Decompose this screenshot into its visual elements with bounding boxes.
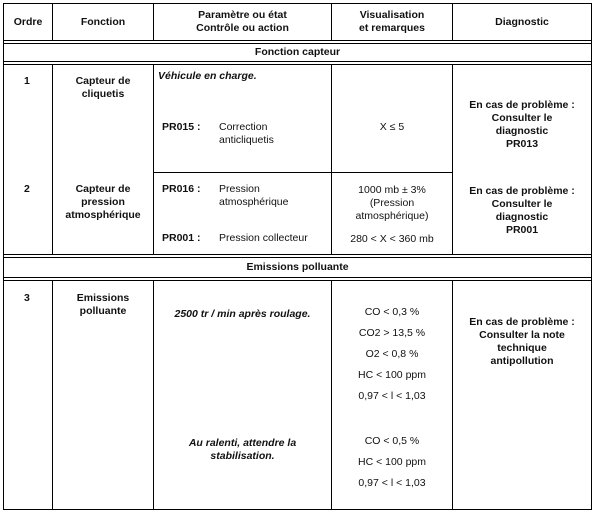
- row2-p2-label: Pression collecteur: [219, 232, 308, 244]
- section-emissions-divider-top: [3, 254, 592, 255]
- row2-fonction: [53, 183, 153, 225]
- row2-p1-line1: Pression: [219, 183, 260, 195]
- header-fonction: Fonction: [80, 15, 126, 28]
- row1-visualisation: X ≤ 5: [379, 120, 405, 133]
- row2-p1-code: PR016 :: [162, 183, 201, 195]
- row1-diag-line2: Consulter le: [491, 112, 553, 124]
- row3-condition-2-line1: Au ralenti, attendre la: [188, 437, 297, 449]
- row2-p2-code: PR001 :: [162, 232, 201, 244]
- header-diagnostic: Diagnostic: [495, 15, 549, 28]
- row2-v1-line2: (Pression: [369, 196, 415, 209]
- row3-diag-line1: En cas de problème :: [469, 316, 575, 328]
- row3-visu-b3: 0,97 < l < 1,03: [358, 477, 426, 489]
- row1-param-line1: Correction: [219, 121, 268, 133]
- row3-visu-a: [332, 302, 452, 412]
- row2-v2: 280 < X < 360 mb: [350, 232, 434, 245]
- header-visualisation-line2: et remarques: [359, 22, 425, 34]
- row3-visu-a4: HC < 100 ppm: [358, 369, 426, 381]
- col-divider-3b: [331, 64, 332, 255]
- row1-condition: Véhicule en charge.: [158, 70, 257, 82]
- header-parametre: [154, 4, 331, 40]
- row1-diagnostic: [453, 97, 591, 153]
- row2-p1-line2: atmosphérique: [219, 196, 289, 208]
- row3-diag-line4: antipollution: [490, 355, 554, 367]
- section-emissions-divider-bottom: [3, 277, 592, 278]
- row1-diag-line3: diagnostic: [495, 125, 549, 137]
- row3-visu-a2: CO2 > 13,5 %: [358, 327, 426, 339]
- row3-visu-a5: 0,97 < l < 1,03: [358, 390, 426, 402]
- header-parametre-line1: Paramètre ou état: [198, 9, 287, 21]
- row2-v1-line1: 1000 mb ± 3%: [358, 183, 426, 196]
- row1-diag-line1: En cas de problème :: [469, 99, 575, 111]
- section-capteur-divider-bottom: [3, 61, 592, 62]
- header-ordre: Ordre: [13, 15, 43, 28]
- row2-diag-line2: Consulter le: [491, 198, 553, 210]
- header-visualisation-line1: Visualisation: [359, 9, 425, 21]
- row2-fonction-line1: Capteur de: [75, 183, 131, 195]
- row1-ordre: 1: [24, 75, 30, 87]
- section-title-emissions: Emissions polluante: [246, 261, 349, 273]
- row3-ordre: 3: [24, 292, 30, 304]
- row2-diagnostic: [453, 183, 591, 239]
- row2-v1-line3: atmosphérique): [355, 209, 429, 222]
- section-emissions-divider-bottom2: [3, 280, 592, 281]
- row3-visu-a3: O2 < 0,8 %: [365, 348, 419, 360]
- row3-visu-a1: CO < 0,3 %: [364, 306, 420, 318]
- row1-param-label: [219, 121, 274, 147]
- row3-visu-b2: HC < 100 ppm: [358, 456, 426, 468]
- row3-condition-1: 2500 tr / min après roulage.: [174, 307, 311, 320]
- row2-fonction-line2: pression: [81, 196, 125, 208]
- row3-diag-line2: Consulter la note: [479, 329, 565, 341]
- col-divider-2b: [153, 64, 154, 255]
- table-border-bottom: [3, 509, 592, 510]
- header-divider: [3, 40, 592, 41]
- row3-diag-line3: technique: [497, 342, 547, 354]
- row2-diag-line4: PR001: [505, 224, 539, 236]
- row3-fonction-line2: polluante: [79, 305, 127, 317]
- row1-fonction: [53, 75, 153, 103]
- row2-v1: [332, 183, 452, 223]
- row1-param-line2: anticliquetis: [219, 134, 274, 146]
- row1-param-code: PR015 :: [162, 121, 201, 133]
- header-parametre-line2: Contrôle ou action: [196, 22, 289, 34]
- row2-diag-line1: En cas de problème :: [469, 185, 575, 197]
- row2-p1-label: [219, 183, 288, 209]
- row3-fonction-line1: Emissions: [76, 292, 130, 304]
- header-visualisation: [332, 4, 452, 40]
- row3-visu-b: [332, 431, 452, 497]
- row3-diagnostic: [453, 314, 591, 370]
- row2-fonction-line3: atmosphérique: [65, 209, 141, 221]
- param-row-divider: [153, 172, 452, 173]
- section-title-capteur: Fonction capteur: [254, 46, 341, 58]
- row1-fonction-line2: cliquetis: [81, 88, 125, 100]
- section-capteur-divider-bottom2: [3, 64, 592, 65]
- row3-condition-2-line2: stabilisation.: [210, 450, 275, 462]
- row3-visu-b1: CO < 0,5 %: [364, 435, 420, 447]
- row3-fonction: [53, 292, 153, 320]
- row1-fonction-line1: Capteur de: [75, 75, 131, 87]
- row3-condition-2: [154, 436, 331, 464]
- row2-ordre: 2: [24, 183, 30, 195]
- row2-diag-line3: diagnostic: [495, 211, 549, 223]
- row1-diag-line4: PR013: [505, 138, 539, 150]
